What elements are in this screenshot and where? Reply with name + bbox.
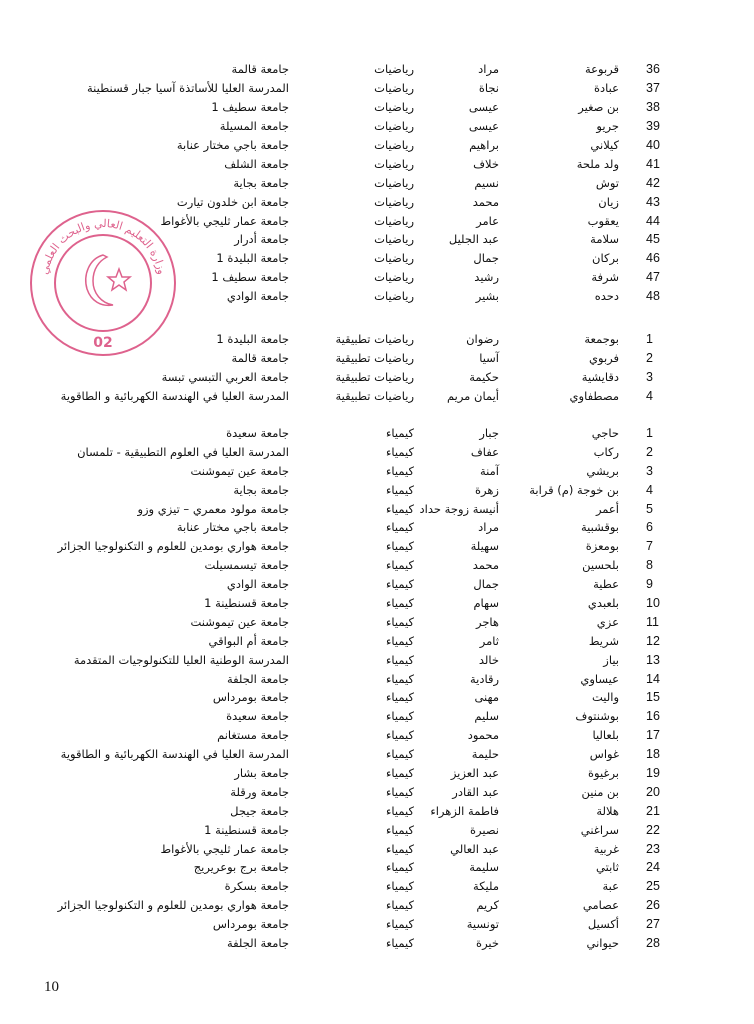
row-number: 47 — [646, 270, 660, 285]
last-name: توش — [595, 175, 619, 190]
first-name: كريم — [476, 898, 499, 913]
first-name: أنيسة زوجة حداد — [419, 501, 499, 516]
first-name: سليمة — [469, 860, 499, 875]
first-name: آمنة — [480, 463, 499, 478]
institution: جامعة الجلفة — [226, 671, 289, 686]
specialty: كيمياء — [386, 822, 414, 837]
specialty: رياضيات تطبيقية — [335, 350, 414, 365]
row-number: 9 — [646, 577, 653, 592]
specialty: كيمياء — [386, 444, 414, 459]
institution: جامعة الوادي — [226, 577, 289, 592]
institution: جامعة جيجل — [230, 803, 289, 818]
chemistry-section — [0, 424, 754, 953]
specialty: كيمياء — [386, 766, 414, 781]
institution: جامعة الوادي — [226, 289, 289, 304]
institution: جامعة بومرداس — [212, 917, 289, 932]
first-name: نجاة — [478, 80, 499, 95]
first-name: فاطمة الزهراء — [430, 803, 499, 818]
first-name: رضوان — [466, 332, 499, 346]
table-row — [0, 136, 754, 155]
institution: جامعة بشار — [234, 766, 289, 781]
table-row — [0, 670, 754, 689]
institution: جامعة العربي التبسي تبسة — [161, 369, 289, 384]
first-name: نصيرة — [469, 822, 499, 837]
first-name: بشير — [475, 289, 499, 304]
specialty: رياضيات تطبيقية — [335, 388, 414, 403]
last-name: ولد ملحة — [576, 156, 619, 171]
institution: جامعة سطيف 1 — [211, 99, 289, 114]
first-name: عفاف — [470, 444, 499, 459]
first-name: هاجر — [475, 614, 499, 629]
first-name: عيسى — [468, 99, 499, 114]
specialty: رياضيات تطبيقية — [335, 332, 414, 346]
institution: جامعة مولود معمري – تيزي وزو — [137, 501, 289, 516]
specialty: رياضيات — [374, 175, 414, 190]
institution: جامعة باجي مختار عنابة — [176, 520, 289, 535]
row-number: 2 — [646, 444, 653, 459]
row-number: 27 — [646, 917, 660, 932]
table-row — [0, 764, 754, 783]
table-row — [0, 79, 754, 98]
row-number: 22 — [646, 822, 660, 837]
specialty: كيمياء — [386, 936, 414, 951]
institution: المدرسة العليا في الهندسة الكهربائية و الطاقوية — [60, 388, 289, 403]
specialty: كيمياء — [386, 501, 414, 516]
institution: المدرسة العليا في العلوم التطبيقية - تلمسان — [77, 444, 289, 459]
table-row — [0, 155, 754, 174]
specialty: كيمياء — [386, 784, 414, 799]
last-name: بن خوجة (م) قرابة — [529, 482, 619, 497]
first-name: تونسية — [466, 917, 499, 932]
last-name: واليت — [591, 690, 619, 705]
first-name: عامر — [476, 213, 499, 228]
first-name: سليم — [474, 709, 499, 724]
official-stamp — [27, 207, 179, 359]
row-number: 20 — [646, 784, 660, 799]
table-row — [0, 443, 754, 462]
row-number: 18 — [646, 747, 660, 762]
first-name: مراد — [478, 62, 499, 76]
last-name: قربوعة — [584, 62, 619, 76]
table-row — [0, 424, 754, 443]
row-number: 16 — [646, 709, 660, 724]
last-name: بوجمعة — [584, 332, 619, 346]
row-number: 24 — [646, 860, 660, 875]
table-row — [0, 934, 754, 953]
institution: المدرسة العليا في الهندسة الكهربائية و الطاقوية — [60, 747, 289, 762]
specialty: رياضيات — [374, 62, 414, 76]
first-name: زهرة — [475, 482, 499, 497]
last-name: مصطفاوي — [569, 388, 619, 403]
institution: جامعة بومرداس — [212, 690, 289, 705]
institution: جامعة سعيدة — [226, 709, 289, 724]
row-number: 14 — [646, 671, 660, 686]
institution: جامعة المسيلة — [219, 118, 289, 133]
table-row — [0, 745, 754, 764]
table-row — [0, 613, 754, 632]
first-name: حكيمة — [469, 369, 499, 384]
first-name: محمد — [472, 558, 499, 573]
first-name: جمال — [473, 577, 499, 592]
table-row — [0, 632, 754, 651]
last-name: عيساوي — [580, 671, 619, 686]
institution: جامعة قالمة — [231, 350, 289, 365]
institution: جامعة البليدة 1 — [216, 332, 289, 346]
table-row — [0, 915, 754, 934]
first-name: براهيم — [469, 137, 499, 152]
first-name: مراد — [478, 520, 499, 535]
institution: جامعة هواري بومدين للعلوم و التكنولوجيا الجزائر — [57, 539, 289, 554]
first-name: عيسى — [468, 118, 499, 133]
institution: جامعة سطيف 1 — [211, 270, 289, 285]
row-number: 42 — [646, 175, 660, 190]
first-name: نسيم — [474, 175, 499, 190]
row-number: 40 — [646, 137, 660, 152]
row-number: 38 — [646, 99, 660, 114]
row-number: 23 — [646, 841, 660, 856]
institution: المدرسة الوطنية العليا للتكنولوجيات المتقدمة — [73, 652, 289, 667]
institution: جامعة تيسمسيلت — [204, 558, 289, 573]
institution: المدرسة العليا للأساتذة آسيا جبار قسنطينة — [86, 80, 289, 95]
institution: جامعة بسكرة — [224, 879, 289, 894]
institution: جامعة عمار ثليجي بالأغواط — [160, 213, 289, 228]
row-number: 15 — [646, 690, 660, 705]
specialty: كيمياء — [386, 728, 414, 743]
first-name: آسيا — [479, 350, 499, 365]
specialty: كيمياء — [386, 841, 414, 856]
specialty: رياضيات — [374, 289, 414, 304]
institution: جامعة ورقلة — [230, 784, 289, 799]
institution: جامعة البليدة 1 — [216, 251, 289, 266]
first-name: خلاف — [473, 156, 499, 171]
last-name: بلحسين — [582, 558, 619, 573]
institution: جامعة أم البواقي — [208, 633, 289, 648]
specialty: رياضيات — [374, 194, 414, 209]
table-row — [0, 594, 754, 613]
row-number: 21 — [646, 803, 660, 818]
first-name: عبد القادر — [452, 784, 499, 799]
table-row — [0, 481, 754, 500]
institution: جامعة عمار ثليجي بالأغواط — [160, 841, 289, 856]
last-name: جريو — [596, 118, 619, 133]
specialty: رياضيات — [374, 156, 414, 171]
table-row — [0, 651, 754, 670]
table-row — [0, 575, 754, 594]
row-number: 46 — [646, 251, 660, 266]
institution: جامعة ابن خلدون تيارت — [176, 194, 289, 209]
specialty: كيمياء — [386, 558, 414, 573]
specialty: رياضيات — [374, 118, 414, 133]
first-name: حليمة — [471, 747, 499, 762]
institution: جامعة قسنطينة 1 — [204, 822, 289, 837]
specialty: كيمياء — [386, 879, 414, 894]
table-row — [0, 518, 754, 537]
row-number: 37 — [646, 80, 660, 95]
institution: جامعة أدرار — [234, 232, 289, 247]
first-name: ثامر — [479, 633, 499, 648]
row-number: 10 — [646, 596, 660, 611]
institution: جامعة بجاية — [233, 482, 289, 497]
row-number: 1 — [646, 426, 653, 440]
last-name: دحده — [594, 289, 619, 304]
institution: جامعة الشلف — [224, 156, 289, 171]
institution: جامعة قسنطينة 1 — [204, 596, 289, 611]
row-number: 3 — [646, 463, 653, 478]
last-name: برغيوة — [588, 766, 619, 781]
last-name: ركاب — [593, 444, 619, 459]
table-row — [0, 60, 754, 79]
institution: جامعة عين تيموشنت — [190, 614, 289, 629]
row-number: 12 — [646, 633, 660, 648]
row-number: 13 — [646, 652, 660, 667]
row-number: 43 — [646, 194, 660, 209]
row-number: 2 — [646, 350, 653, 365]
specialty: رياضيات — [374, 213, 414, 228]
last-name: كيلاني — [590, 137, 619, 152]
table-row — [0, 98, 754, 117]
first-name: أيمان مريم — [446, 388, 499, 403]
specialty: كيمياء — [386, 671, 414, 686]
specialty: كيمياء — [386, 803, 414, 818]
last-name: أعمر — [595, 501, 619, 516]
row-number: 36 — [646, 62, 660, 76]
specialty: رياضيات — [374, 99, 414, 114]
last-name: بن صغير — [578, 99, 619, 114]
last-name: عطية — [593, 577, 619, 592]
table-row — [0, 462, 754, 481]
first-name: عبد العالي — [450, 841, 499, 856]
stamp-ring-text: وزارة التعليم العالي والبحث العلمي — [37, 216, 169, 276]
institution: جامعة عين تيموشنت — [190, 463, 289, 478]
last-name: زيان — [598, 194, 619, 209]
table-row — [0, 821, 754, 840]
first-name: مهنى — [474, 690, 499, 705]
last-name: غواس — [589, 747, 619, 762]
specialty: رياضيات — [374, 251, 414, 266]
last-name: شريط — [588, 633, 619, 648]
institution: جامعة برج بوعريريج — [193, 860, 289, 875]
table-row — [0, 387, 754, 406]
specialty: كيمياء — [386, 426, 414, 440]
institution: جامعة الجلفة — [226, 936, 289, 951]
specialty: كيمياء — [386, 917, 414, 932]
row-number: 44 — [646, 213, 660, 228]
specialty: كيمياء — [386, 747, 414, 762]
row-number: 4 — [646, 388, 653, 403]
row-number: 11 — [646, 614, 659, 629]
specialty: كيمياء — [386, 577, 414, 592]
first-name: رشيد — [474, 270, 499, 285]
table-row — [0, 688, 754, 707]
table-row — [0, 707, 754, 726]
first-name: مليكة — [473, 879, 499, 894]
last-name: سراغني — [580, 822, 619, 837]
row-number: 3 — [646, 369, 653, 384]
stamp-number: 02 — [93, 335, 113, 351]
last-name: عصامي — [582, 898, 619, 913]
first-name: خيرة — [476, 936, 499, 951]
row-number: 8 — [646, 558, 653, 573]
last-name: أكسيل — [587, 917, 619, 932]
table-row — [0, 858, 754, 877]
last-name: هلالة — [596, 803, 619, 818]
table-row — [0, 500, 754, 519]
last-name: بلعبدي — [587, 596, 619, 611]
row-number: 41 — [646, 156, 660, 171]
last-name: بلعاليا — [592, 728, 619, 743]
table-row — [0, 174, 754, 193]
first-name: سهيلة — [470, 539, 499, 554]
specialty: كيمياء — [386, 652, 414, 667]
last-name: بياز — [603, 652, 619, 667]
last-name: بومعزة — [585, 539, 619, 554]
first-name: رقادية — [469, 671, 499, 686]
institution: جامعة باجي مختار عنابة — [176, 137, 289, 152]
institution: جامعة سعيدة — [226, 426, 289, 440]
row-number: 39 — [646, 118, 660, 133]
institution: جامعة مستغانم — [217, 728, 289, 743]
table-row — [0, 117, 754, 136]
last-name: فربوي — [589, 350, 619, 365]
table-row — [0, 726, 754, 745]
table-row — [0, 537, 754, 556]
specialty: كيمياء — [386, 463, 414, 478]
last-name: سلامة — [590, 232, 619, 247]
row-number: 19 — [646, 766, 660, 781]
row-number: 17 — [646, 728, 660, 743]
specialty: رياضيات — [374, 270, 414, 285]
row-number: 45 — [646, 232, 660, 247]
last-name: يعقوب — [587, 213, 619, 228]
specialty: كيمياء — [386, 520, 414, 535]
first-name: محمود — [467, 728, 499, 743]
specialty: كيمياء — [386, 898, 414, 913]
first-name: عبد الجليل — [448, 232, 499, 247]
row-number: 7 — [646, 539, 653, 554]
table-row — [0, 802, 754, 821]
table-row — [0, 368, 754, 387]
table-row — [0, 877, 754, 896]
last-name: شرفة — [591, 270, 619, 285]
row-number: 1 — [646, 332, 653, 346]
last-name: بوقشبية — [580, 520, 619, 535]
specialty: كيمياء — [386, 709, 414, 724]
specialty: كيمياء — [386, 633, 414, 648]
first-name: محمد — [472, 194, 499, 209]
first-name: سهام — [473, 596, 499, 611]
table-row — [0, 896, 754, 915]
row-number: 48 — [646, 289, 660, 304]
specialty: رياضيات — [374, 137, 414, 152]
first-name: خالد — [478, 652, 499, 667]
row-number: 25 — [646, 879, 660, 894]
last-name: عبة — [602, 879, 619, 894]
first-name: جبار — [479, 426, 499, 440]
page-number: 10 — [44, 979, 59, 995]
specialty: كيمياء — [386, 614, 414, 629]
table-row — [0, 783, 754, 802]
row-number: 5 — [646, 501, 653, 516]
institution: جامعة هواري بومدين للعلوم و التكنولوجيا الجزائر — [57, 898, 289, 913]
specialty: رياضيات — [374, 232, 414, 247]
last-name: بن منين — [581, 784, 619, 799]
specialty: كيمياء — [386, 690, 414, 705]
last-name: غربية — [593, 841, 619, 856]
last-name: بركان — [592, 251, 619, 266]
last-name: حيواني — [586, 936, 619, 951]
table-row — [0, 840, 754, 859]
last-name: دقايشية — [581, 369, 619, 384]
specialty: كيمياء — [386, 539, 414, 554]
institution: جامعة بجاية — [233, 175, 289, 190]
specialty: رياضيات — [374, 80, 414, 95]
row-number: 6 — [646, 520, 653, 535]
institution: جامعة قالمة — [231, 62, 289, 76]
last-name: بريشي — [586, 463, 619, 478]
first-name: جمال — [473, 251, 499, 266]
last-name: عبادة — [594, 80, 619, 95]
last-name: ثابتي — [596, 860, 619, 875]
specialty: كيمياء — [386, 596, 414, 611]
row-number: 28 — [646, 936, 660, 951]
table-row — [0, 556, 754, 575]
last-name: عزي — [596, 614, 619, 629]
last-name: حاجي — [591, 426, 619, 440]
specialty: رياضيات تطبيقية — [335, 369, 414, 384]
emblem-icon — [86, 255, 130, 305]
row-number: 26 — [646, 898, 660, 913]
first-name: عبد العزيز — [450, 766, 499, 781]
specialty: كيمياء — [386, 860, 414, 875]
last-name: بوشنتوف — [575, 709, 619, 724]
row-number: 4 — [646, 482, 653, 497]
specialty: كيمياء — [386, 482, 414, 497]
